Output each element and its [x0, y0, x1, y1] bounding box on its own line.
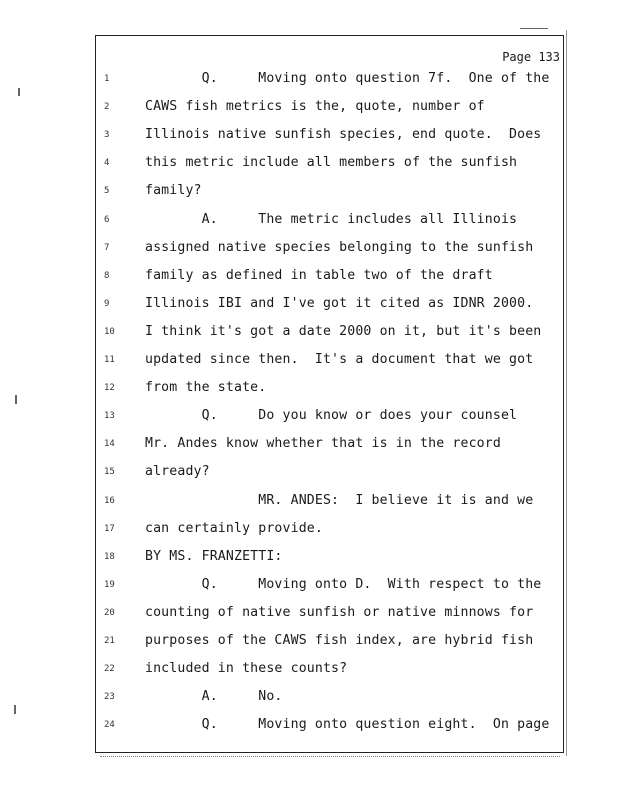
line-number: 18 — [104, 551, 115, 562]
scan-speckle — [520, 28, 548, 29]
transcript-line: purposes of the CAWS fish index, are hybrid fish — [145, 633, 534, 648]
line-number: 15 — [104, 467, 115, 478]
transcript-line: family? — [145, 183, 202, 199]
transcript-line: assigned native species belonging to the sunfish — [145, 239, 534, 255]
transcript-line: I think it's got a date 2000 on it, but it's been — [145, 323, 542, 339]
line-number: 12 — [104, 383, 115, 394]
line-number: 21 — [104, 636, 115, 646]
line-number: 23 — [104, 692, 115, 703]
transcript-line: A. No. — [145, 689, 283, 705]
line-number: 14 — [104, 439, 115, 450]
line-number: 3 — [104, 130, 110, 141]
transcript-line: family as defined in table two of the draft — [145, 267, 493, 283]
line-number: 6 — [104, 214, 110, 225]
transcript-line: Q. Moving onto question 7f. One of the — [145, 71, 550, 86]
transcript-line: Q. Do you know or does your counsel — [145, 408, 518, 424]
footer-scan-noise — [100, 756, 560, 759]
line-number: 19 — [104, 579, 115, 590]
transcript-line: CAWS fish metrics is the, quote, number of — [145, 99, 485, 115]
page-number: Page 133 — [502, 50, 560, 64]
transcript-line: Illinois native sunfish species, end quote. Does — [145, 127, 542, 143]
transcript-line: Q. Moving onto question eight. On page — [145, 717, 550, 733]
line-number: 10 — [104, 326, 115, 337]
transcript-line: included in these counts? — [145, 661, 348, 677]
line-number: 5 — [104, 186, 110, 197]
line-number: 4 — [104, 158, 110, 169]
line-number: 17 — [104, 523, 115, 534]
transcript-line: BY MS. FRANZETTI: — [145, 548, 283, 564]
transcript-line: counting of native sunfish or native minnows for — [145, 604, 534, 620]
line-number: 13 — [104, 411, 115, 422]
line-number: 9 — [104, 298, 110, 309]
transcript-line: this metric include all members of the sunfish — [145, 155, 518, 171]
line-number: 8 — [104, 270, 110, 281]
line-number: 24 — [104, 720, 115, 731]
transcript-line: can certainly provide. — [145, 520, 323, 536]
transcript-line: Illinois IBI and I've got it cited as IDNR 2000. — [145, 295, 534, 311]
transcript-line: A. The metric includes all Illinois — [145, 211, 518, 227]
transcript-line: Mr. Andes know whether that is in the record — [145, 436, 501, 452]
transcript-line: already? — [145, 464, 210, 480]
line-number: 22 — [104, 664, 115, 675]
scan-speckle — [18, 88, 20, 96]
line-number: 20 — [104, 607, 115, 618]
line-number: 11 — [104, 355, 115, 365]
scan-speckle — [15, 395, 17, 404]
transcript-line: MR. ANDES: I believe it is and we — [145, 492, 534, 508]
scan-speckle — [14, 705, 16, 714]
line-number: 1 — [104, 74, 110, 84]
transcript-line: from the state. — [145, 380, 267, 396]
line-number: 7 — [104, 242, 110, 253]
line-number: 2 — [104, 102, 110, 113]
line-number: 16 — [104, 495, 115, 506]
transcript-line: Q. Moving onto D. With respect to the — [145, 576, 542, 592]
transcript-line: updated since then. It's a document that we got — [145, 352, 534, 367]
